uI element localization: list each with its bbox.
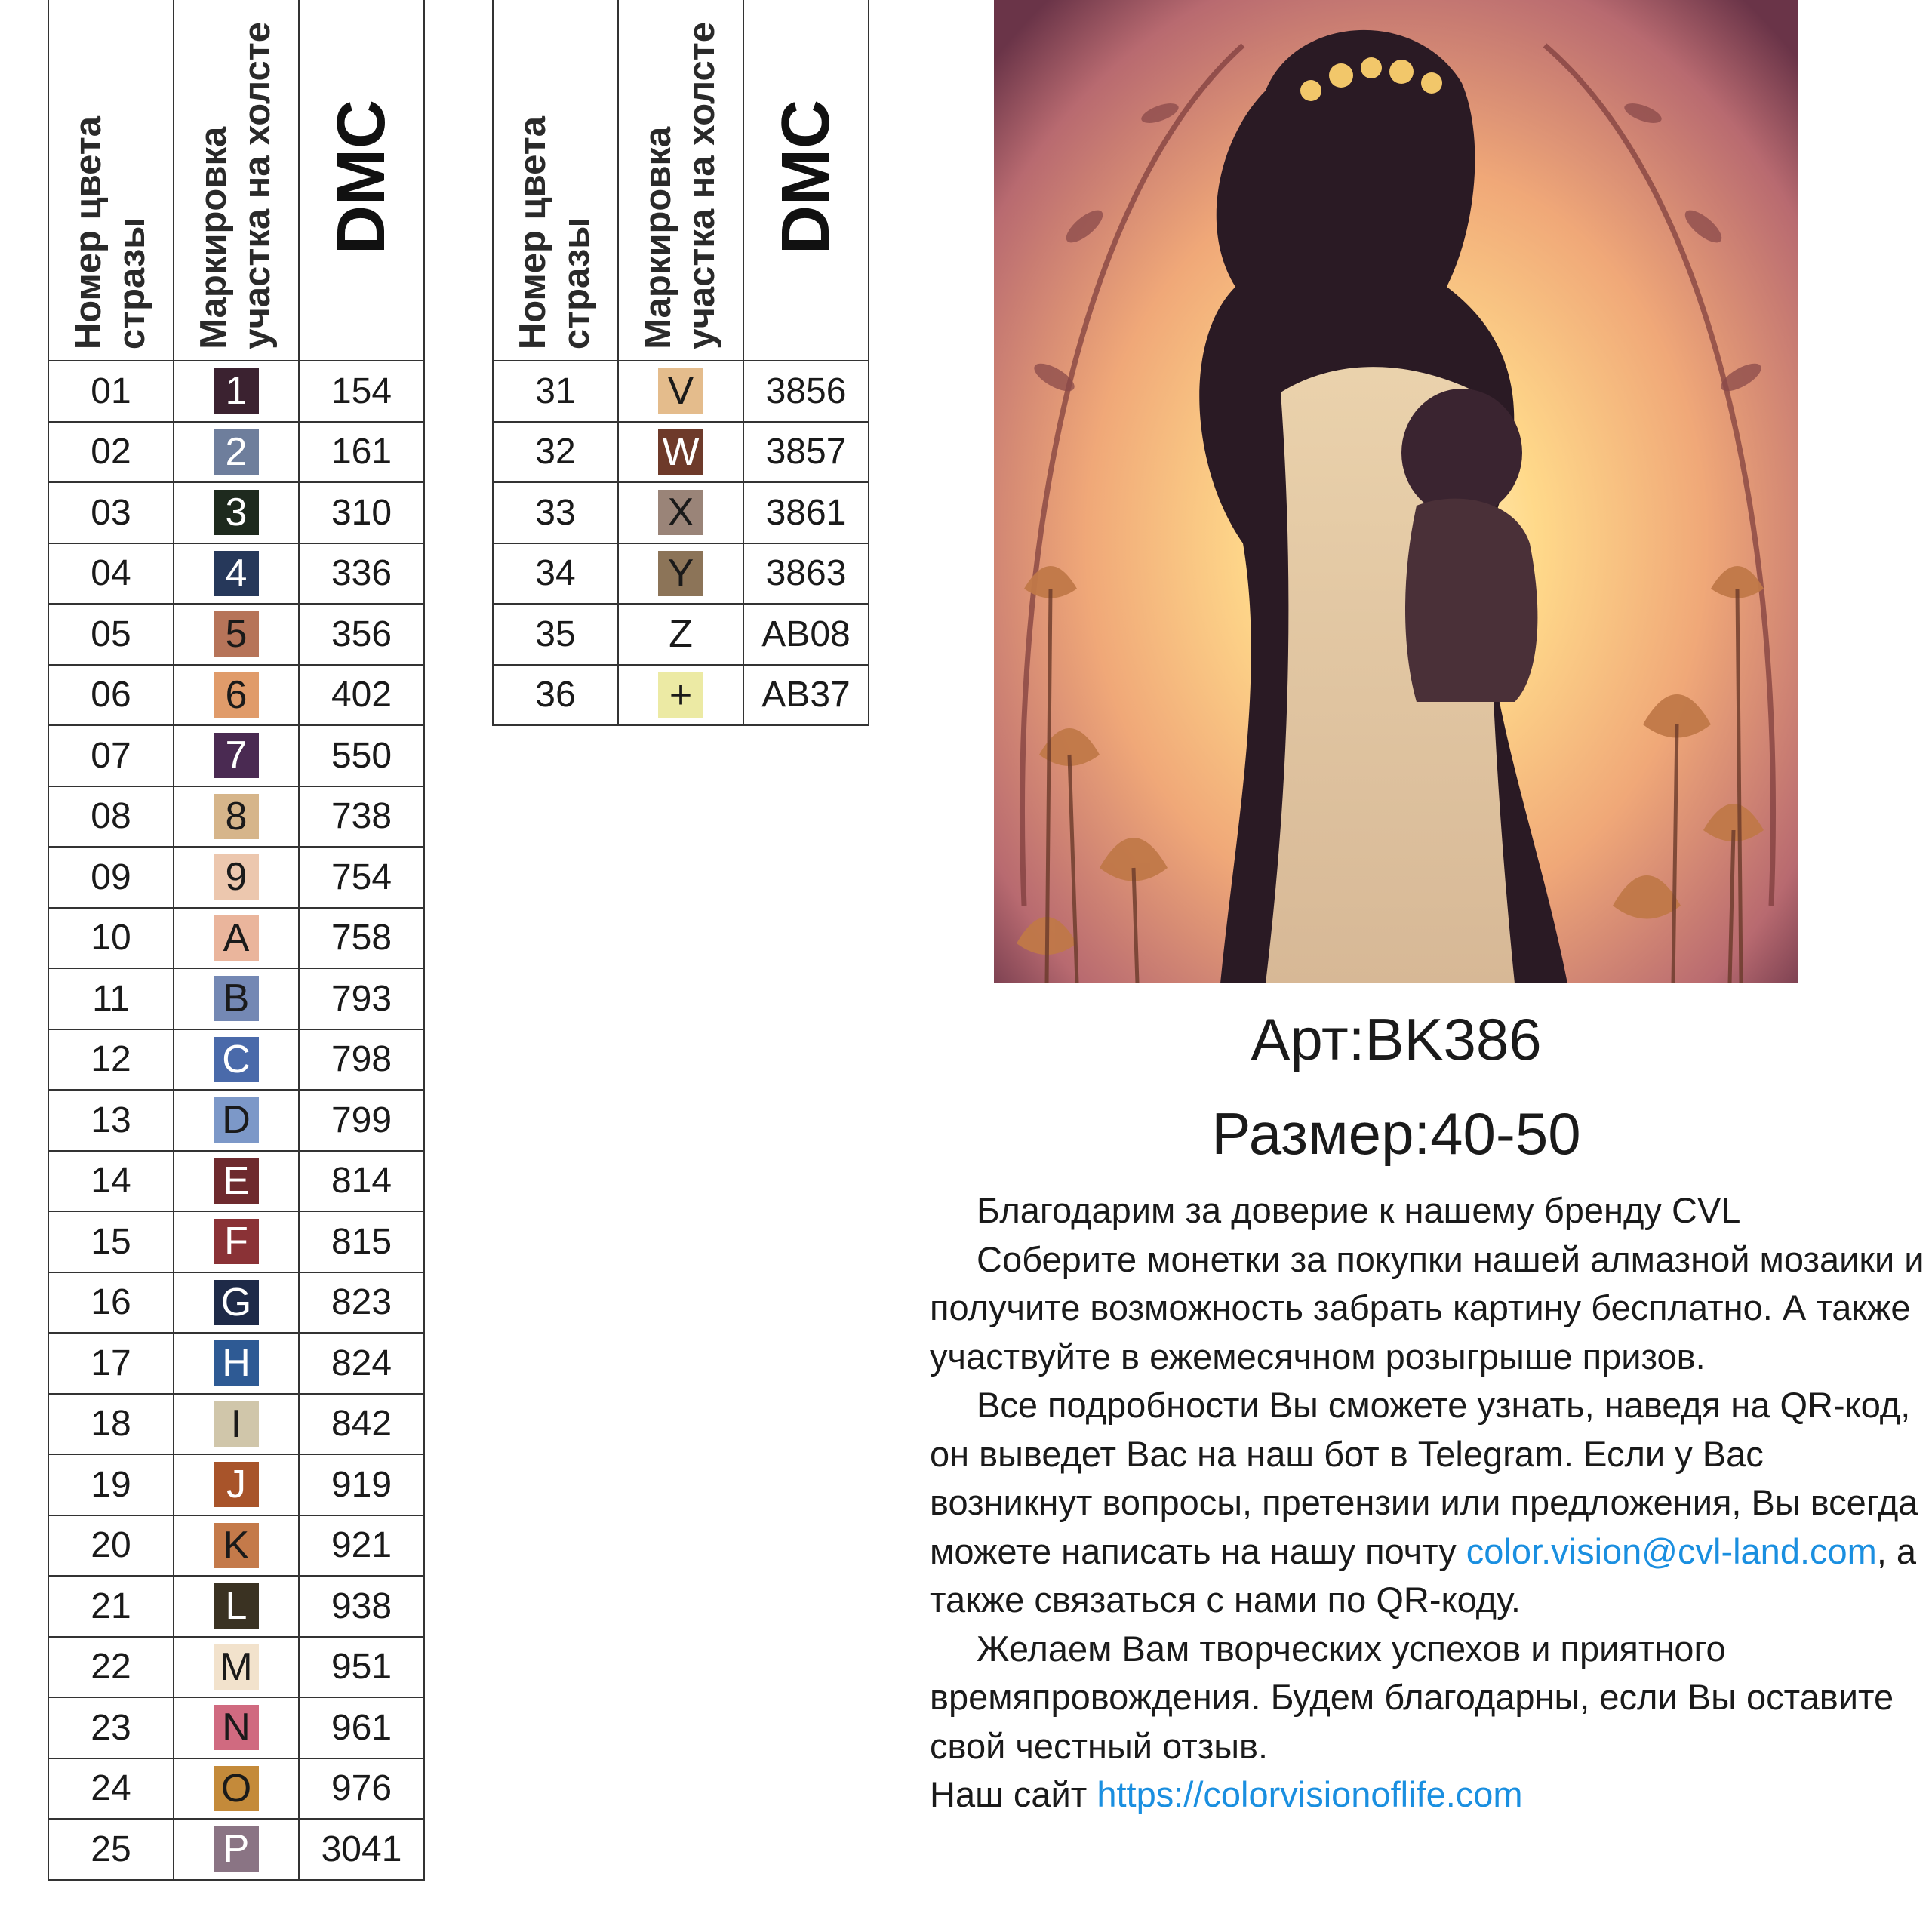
dmc-code-cell: 919 [299, 1454, 424, 1515]
info-site-line [930, 1770, 1926, 1820]
table-row [48, 1394, 424, 1455]
color-number-cell: 07 [48, 725, 174, 786]
dmc-code-cell: 3863 [743, 543, 869, 605]
color-swatch: E [214, 1158, 259, 1204]
header-dmc: DMC [743, 0, 869, 361]
color-number-cell: 10 [48, 908, 174, 969]
table-row [493, 422, 869, 483]
color-swatch: 4 [214, 551, 259, 596]
color-number-cell: 23 [48, 1697, 174, 1758]
color-number-cell: 22 [48, 1637, 174, 1698]
dmc-code-cell: 758 [299, 908, 424, 969]
info-paragraph-contacts [930, 1381, 1926, 1625]
table-header-row [493, 0, 869, 361]
color-swatch: G [214, 1280, 259, 1325]
dmc-code-cell: 754 [299, 847, 424, 908]
marking-cell [174, 908, 299, 969]
marking-cell [174, 1515, 299, 1577]
dmc-code-cell: 815 [299, 1211, 424, 1272]
dmc-code-cell: 154 [299, 361, 424, 422]
marking-cell [174, 1454, 299, 1515]
color-number-cell: 33 [493, 482, 618, 543]
color-number-cell: 31 [493, 361, 618, 422]
dmc-code-cell: 814 [299, 1151, 424, 1212]
table-header-row [48, 0, 424, 361]
header-color-number: Номер цвета стразы [493, 0, 618, 361]
artwork-illustration [994, 0, 1798, 983]
table-row [493, 482, 869, 543]
marking-cell [174, 968, 299, 1029]
marking-cell [174, 361, 299, 422]
marking-cell [174, 1637, 299, 1698]
contacts-text-pre: Все подробности Вы сможете узнать, наведя на QR-код, он выведет Вас на наш бот в Telegram. Если у Вас возникнут вопросы, претензии или предложения, Вы всегда можете написать на нашу почту [930, 1385, 1918, 1571]
marking-cell [174, 1151, 299, 1212]
dmc-code-cell: 961 [299, 1697, 424, 1758]
color-swatch: L [214, 1583, 259, 1629]
color-number-cell: 20 [48, 1515, 174, 1577]
color-number-cell: 12 [48, 1029, 174, 1091]
marking-cell [174, 725, 299, 786]
color-swatch: 8 [214, 794, 259, 839]
color-swatch: 5 [214, 611, 259, 657]
color-number-cell: 02 [48, 422, 174, 483]
header-marking: Маркировка участка на холсте [618, 0, 743, 361]
marking-cell [174, 1576, 299, 1637]
dmc-code-cell: 976 [299, 1758, 424, 1820]
color-number-cell: 06 [48, 665, 174, 726]
table-row [48, 1151, 424, 1212]
color-number-cell: 05 [48, 604, 174, 665]
info-text-block [930, 1186, 1926, 1820]
color-swatch: P [214, 1826, 259, 1872]
dmc-code-cell: 938 [299, 1576, 424, 1637]
color-swatch: 6 [214, 672, 259, 718]
marking-cell [174, 543, 299, 605]
table-row [48, 1333, 424, 1394]
color-number-cell: 11 [48, 968, 174, 1029]
color-number-cell: 32 [493, 422, 618, 483]
color-number-cell: 15 [48, 1211, 174, 1272]
dmc-code-cell: 3041 [299, 1819, 424, 1880]
header-marking: Маркировка участка на холсте [174, 0, 299, 361]
color-swatch: 3 [214, 490, 259, 535]
color-swatch: 1 [214, 368, 259, 414]
color-number-cell: 09 [48, 847, 174, 908]
table-row [48, 1090, 424, 1151]
color-swatch: I [214, 1401, 259, 1447]
table-row [48, 1515, 424, 1577]
color-swatch: F [214, 1219, 259, 1264]
color-swatch: M [214, 1644, 259, 1690]
color-number-cell: 03 [48, 482, 174, 543]
table-row [48, 1697, 424, 1758]
dmc-code-cell: 824 [299, 1333, 424, 1394]
color-swatch: W [658, 429, 703, 475]
email-link[interactable]: color.vision@cvl-land.com [1466, 1531, 1877, 1571]
dmc-code-cell: 921 [299, 1515, 424, 1577]
color-swatch: A [214, 915, 259, 961]
color-swatch: J [214, 1462, 259, 1507]
marking-cell [174, 1697, 299, 1758]
dmc-code-cell: 3861 [743, 482, 869, 543]
dmc-code-cell: 951 [299, 1637, 424, 1698]
table-row [48, 1454, 424, 1515]
marking-cell [174, 665, 299, 726]
marking-cell [174, 1090, 299, 1151]
table-row [493, 361, 869, 422]
color-swatch: Z [658, 611, 703, 657]
table-row [48, 725, 424, 786]
dmc-code-cell: 356 [299, 604, 424, 665]
table-row [48, 1272, 424, 1334]
table-body-right [493, 361, 869, 725]
color-swatch: Y [658, 551, 703, 596]
dmc-code-cell: 310 [299, 482, 424, 543]
table-row [48, 361, 424, 422]
table-row [493, 604, 869, 665]
dmc-code-cell: 3856 [743, 361, 869, 422]
table-row [48, 543, 424, 605]
mother-and-baby-artwork [994, 0, 1798, 983]
table-row [48, 422, 424, 483]
color-swatch: + [658, 672, 703, 718]
dmc-code-cell: 793 [299, 968, 424, 1029]
site-label: Наш сайт [930, 1774, 1097, 1814]
color-swatch: K [214, 1523, 259, 1568]
marking-cell [618, 482, 743, 543]
contacts-text-post: , а также связаться с нами по QR-коду. [930, 1531, 1917, 1620]
site-link[interactable]: https://colorvisionoflife.com [1097, 1774, 1523, 1814]
marking-cell [618, 665, 743, 726]
table-row [48, 1029, 424, 1091]
marking-cell [174, 422, 299, 483]
dmc-code-cell: AB08 [743, 604, 869, 665]
color-swatch: N [214, 1705, 259, 1750]
color-number-cell: 18 [48, 1394, 174, 1455]
info-paragraph-coins: Соберите монетки за покупки нашей алмазной мозаики и получите возможность забрать картину бесплатно. А также участвуйте в ежемесячном розыгрыше призов. [930, 1238, 1924, 1377]
color-number-cell: 19 [48, 1454, 174, 1515]
color-swatch: X [658, 490, 703, 535]
color-number-cell: 14 [48, 1151, 174, 1212]
table-row [48, 847, 424, 908]
color-number-cell: 35 [493, 604, 618, 665]
dmc-code-cell: 823 [299, 1272, 424, 1334]
table-row [48, 1819, 424, 1880]
info-paragraph-wishes: Желаем Вам творческих успехов и приятного времяпровождения. Будем благодарны, если Вы оставите свой честный отзыв. [930, 1628, 1894, 1766]
table-row [48, 786, 424, 848]
marking-cell [618, 422, 743, 483]
color-number-cell: 04 [48, 543, 174, 605]
info-paragraph-thanks: Благодарим за доверие к нашему бренду CVL [977, 1190, 1741, 1230]
marking-cell [174, 604, 299, 665]
dmc-code-cell: 402 [299, 665, 424, 726]
size-label: Размер:40-50 [1211, 1100, 1581, 1167]
color-swatch: O [214, 1766, 259, 1811]
color-number-cell: 25 [48, 1819, 174, 1880]
color-swatch: H [214, 1340, 259, 1386]
table-row [48, 1758, 424, 1820]
marking-cell [618, 543, 743, 605]
marking-cell [174, 1394, 299, 1455]
color-swatch: 7 [214, 733, 259, 778]
marking-cell [174, 1819, 299, 1880]
article-number: Арт:BK386 [1251, 1006, 1542, 1072]
color-number-cell: 17 [48, 1333, 174, 1394]
color-table-left [48, 0, 425, 1881]
table-row [48, 665, 424, 726]
dmc-code-cell: 738 [299, 786, 424, 848]
header-color-number: Номер цвета стразы [48, 0, 174, 361]
color-swatch: 9 [214, 854, 259, 900]
color-number-cell: 13 [48, 1090, 174, 1151]
color-number-cell: 36 [493, 665, 618, 726]
color-number-cell: 24 [48, 1758, 174, 1820]
color-number-cell: 34 [493, 543, 618, 605]
color-number-cell: 08 [48, 786, 174, 848]
dmc-code-cell: 3857 [743, 422, 869, 483]
color-swatch: C [214, 1037, 259, 1082]
table-row [48, 908, 424, 969]
color-number-cell: 21 [48, 1576, 174, 1637]
color-swatch: D [214, 1097, 259, 1143]
dmc-code-cell: 842 [299, 1394, 424, 1455]
color-swatch: 2 [214, 429, 259, 475]
marking-cell [174, 482, 299, 543]
marking-cell [174, 847, 299, 908]
color-table-right [492, 0, 869, 726]
table-row [493, 665, 869, 726]
table-row [493, 543, 869, 605]
dmc-code-cell: 550 [299, 725, 424, 786]
table-row [48, 968, 424, 1029]
dmc-code-cell: 799 [299, 1090, 424, 1151]
table-row [48, 1576, 424, 1637]
dmc-code-cell: 161 [299, 422, 424, 483]
marking-cell [174, 1211, 299, 1272]
color-number-cell: 16 [48, 1272, 174, 1334]
dmc-code-cell: AB37 [743, 665, 869, 726]
table-row [48, 1637, 424, 1698]
header-dmc: DMC [299, 0, 424, 361]
marking-cell [618, 604, 743, 665]
marking-cell [618, 361, 743, 422]
table-row [48, 482, 424, 543]
marking-cell [174, 1029, 299, 1091]
table-body-left [48, 361, 424, 1880]
marking-cell [174, 1333, 299, 1394]
color-number-cell: 01 [48, 361, 174, 422]
color-swatch: V [658, 368, 703, 414]
color-swatch: B [214, 976, 259, 1021]
marking-cell [174, 1758, 299, 1820]
dmc-code-cell: 798 [299, 1029, 424, 1091]
marking-cell [174, 786, 299, 848]
table-row [48, 604, 424, 665]
dmc-code-cell: 336 [299, 543, 424, 605]
marking-cell [174, 1272, 299, 1334]
table-row [48, 1211, 424, 1272]
